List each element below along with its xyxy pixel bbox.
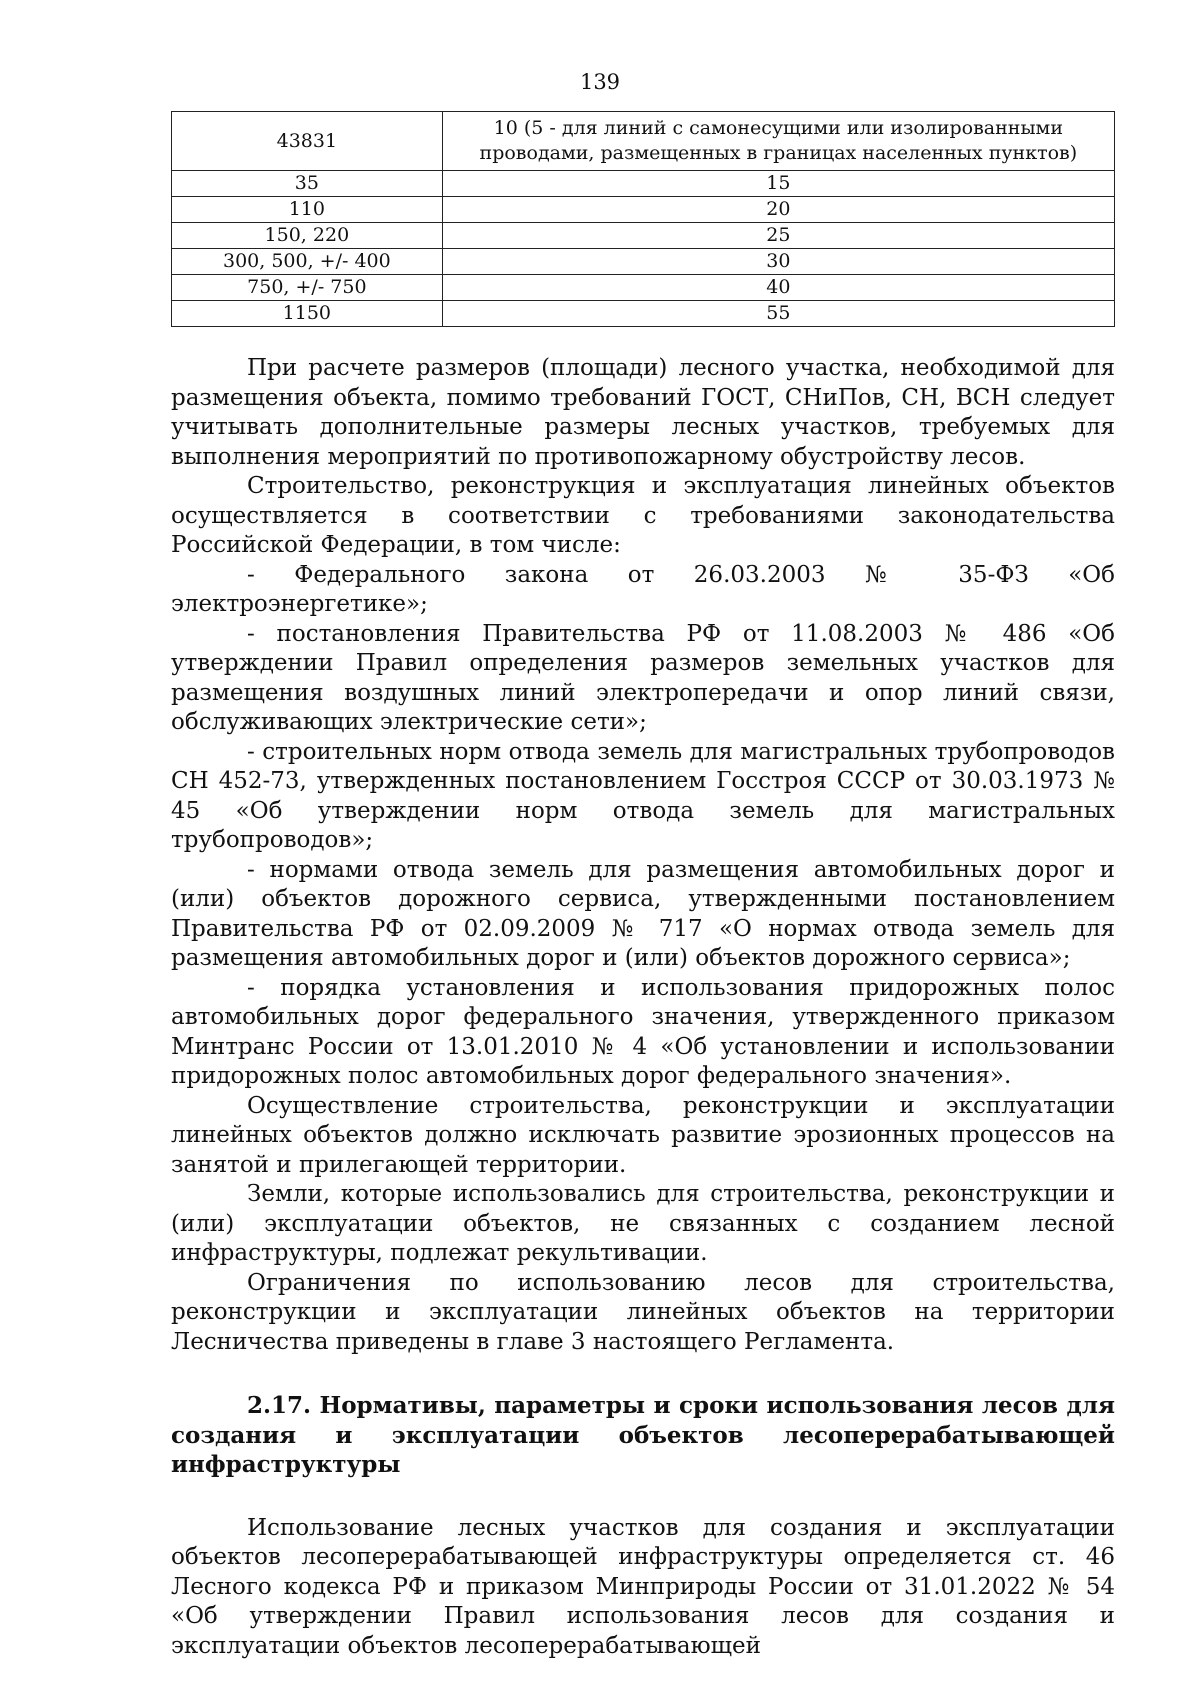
table-cell: 150, 220 [172,223,443,249]
table-cell: 25 [442,223,1114,249]
voltage-distance-table [171,111,1115,327]
paragraph: Земли, которые использовались для строительства, реконструкции и (или) эксплуатации объектов, не связанных с созданием лесной инфраструктуры, подлежат рекультивации. [171,1181,1115,1266]
list-item: - строительных норм отвода земель для магистральных трубопроводов СН 452-73, утвержденных постановлением Госстроя СССР от 30.03.1973 № 45 «Об утверждении норм отвода земель для магистральных трубопроводов»; [171,738,1115,853]
paragraph: При расчете размеров (площади) лесного участка, необходимой для размещения объекта, помимо требований ГОСТ, СНиПов, СН, ВСН следует учитывать дополнительные размеры лесных участков, требуемых для выполнения мероприятий по противопожарному обустройству лесов. [171,355,1115,470]
paragraph: Строительство, реконструкция и эксплуатация линейных объектов осуществляется в соответствии с требованиями законодательства Российской Федерации, в том числе: [171,473,1115,558]
table-cell: 40 [442,275,1114,301]
section-heading: 2.17. Нормативы, параметры и сроки использования лесов для создания и эксплуатации объектов лесоперерабатывающей инфраструктуры [171,1392,1115,1478]
table-row [172,171,1115,197]
list-item: - нормами отвода земель для размещения автомобильных дорог и (или) объектов дорожного сервиса, утвержденными постановлением Правительства РФ от 02.09.2009 № 717 «О нормах отвода земель для размещения автомобильных дорог и (или) объектов дорожного сервиса»; [171,856,1115,971]
table-cell: 1150 [172,301,443,327]
list-item: - Федерального закона от 26.03.2003 № 35-ФЗ «Об электроэнергетике»; [171,561,1115,617]
page-number: 139 [579,70,621,94]
table-cell: 15 [442,171,1114,197]
table-cell: 750, +/- 750 [172,275,443,301]
list-item: - порядка установления и использования придорожных полос автомобильных дорог федерального значения, утвержденного приказом Минтранс России от 13.01.2010 № 4 «Об установлении и использовании придорожных полос автомобильных дорог федерального значения». [171,974,1115,1089]
table-cell: 110 [172,197,443,223]
body-text [171,354,1115,1661]
table-cell: 30 [442,249,1114,275]
table-row [172,112,1115,171]
table-row [172,301,1115,327]
table-row [172,249,1115,275]
table-cell: 20 [442,197,1114,223]
table-row [172,223,1115,249]
table-row [172,275,1115,301]
table-row [172,197,1115,223]
table-cell: 43831 [172,112,443,171]
table-cell: 55 [442,301,1114,327]
table-cell: 300, 500, +/- 400 [172,249,443,275]
table-cell: 35 [172,171,443,197]
list-item: - постановления Правительства РФ от 11.08.2003 № 486 «Об утверждении Правил определения размеров земельных участков для размещения воздушных линий электропередачи и опор линий связи, обслуживающих электрические сети»; [171,620,1115,735]
paragraph: Использование лесных участков для создания и эксплуатации объектов лесоперерабатывающей инфраструктуры определяется ст. 46 Лесного кодекса РФ и приказом Минприроды России от 31.01.2022 № 54 «Об утверждении Правил использования лесов для создания и эксплуатации объектов лесоперерабатывающей [171,1514,1115,1659]
paragraph: Осуществление строительства, реконструкции и эксплуатации линейных объектов должно исключать развитие эрозионных процессов на занятой и прилегающей территории. [171,1092,1115,1178]
paragraph: Ограничения по использованию лесов для строительства, реконструкции и эксплуатации линейных объектов на территории Лесничества приведены в главе 3 настоящего Регламента. [171,1269,1115,1355]
table-cell: 10 (5 - для линий с самонесущими или изолированными проводами, размещенных в границах населенных пунктов) [442,112,1114,171]
